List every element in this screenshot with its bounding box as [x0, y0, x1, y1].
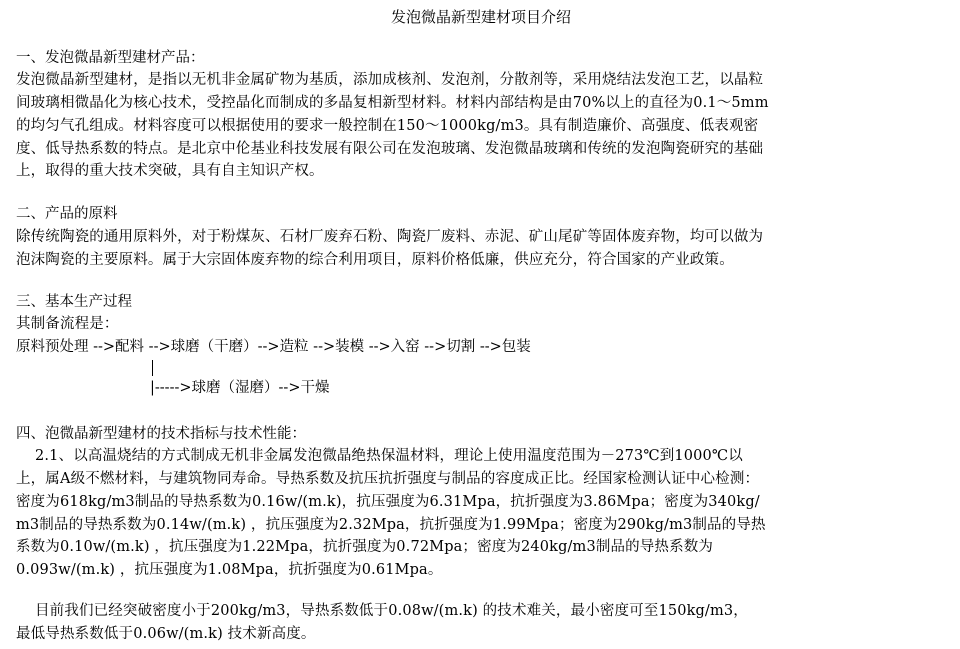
closing-line-2: 最低导热系数低于0.06w/(m.k) 技术新高度。: [16, 626, 316, 642]
section-1-line-5: 上，取得的重大技术突破，具有自主知识产权。: [16, 163, 324, 179]
section-2-line-2: 泡沫陶瓷的主要原料。属于大宗固体废弃物的综合利用项目，原料价格低廉，供应充分，符合国家的产业政策。: [16, 252, 734, 268]
process-flow-main: 原料预处理 -->配料 -->球磨（干磨）-->造粒 -->装模 -->入窑 -->切割 -->包装: [16, 339, 531, 355]
section-2-heading: 二、产品的原料: [16, 206, 118, 222]
section-3-subheading: 其制备流程是：: [16, 316, 119, 332]
section-1-heading: 一、发泡微晶新型建材产品：: [16, 50, 205, 66]
section-4-line-6: 0.093w/(m.k) ，抗压强度为1.08Mpa，抗折强度为0.61Mpa。: [16, 562, 443, 578]
section-4-line-5: 系数为0.10w/(m.k) ，抗压强度为1.22Mpa，抗折强度为0.72Mpa；密度为240kg/m3制品的导热系数为: [16, 539, 714, 555]
process-flow-branch: |----->球磨（湿磨）-->干燥: [150, 380, 330, 396]
section-4-line-1: 2.1、以高温烧结的方式制成无机非金属发泡微晶绝热保温材料，理论上使用温度范围为－273℃到1000℃以: [16, 448, 743, 464]
document-title: 发泡微晶新型建材项目介绍: [390, 8, 571, 26]
document: [16, 0, 946, 642]
process-flow-connector: [152, 360, 153, 376]
section-4-line-3: 密度为618kg/m3制品的导热系数为0.16w/(m.k)，抗压强度为6.31Mpa，抗折强度为3.86Mpa；密度为340kg/: [16, 494, 760, 510]
closing-line-1: 目前我们已经突破密度小于200kg/m3，导热系数低于0.08w/(m.k) 的技术难关，最小密度可至150kg/m3，: [16, 603, 748, 619]
section-1-line-1: 发泡微晶新型建材，是指以无机非金属矿物为基质，添加成核剂、发泡剂，分散剂等，采用烧结法发泡工艺，以晶粒: [16, 72, 764, 88]
section-4-heading: 四、泡微晶新型建材的技术指标与技术性能：: [16, 426, 306, 442]
section-2-line-1: 除传统陶瓷的通用原料外，对于粉煤灰、石材厂废弃石粉、陶瓷厂废料、赤泥、矿山尾矿等固体废弃物，均可以做为: [16, 229, 764, 245]
section-1-line-4: 度、低导热系数的特点。是北京中伦基业科技发展有限公司在发泡玻璃、发泡微晶玻璃和传统的发泡陶瓷研究的基础: [16, 141, 764, 157]
section-3-heading: 三、基本生产过程: [16, 294, 132, 310]
section-1-line-2: 间玻璃相微晶化为核心技术，受控晶化而制成的多晶复相新型材料。材料内部结构是由70%以上的直径为0.1～5mm: [16, 95, 769, 111]
section-1-line-3: 的均匀气孔组成。材料容度可以根据使用的要求一般控制在150～1000kg/m3。具有制造廉价、高强度、低表观密: [16, 118, 759, 134]
section-4-line-2: 上，属A级不燃材料，与建筑物同寿命。导热系数及抗压抗折强度与制品的容度成正比。经国家检测认证中心检测：: [16, 471, 760, 487]
section-4-line-4: m3制品的导热系数为0.14w/(m.k) ，抗压强度为2.32Mpa，抗折强度为1.99Mpa；密度为290kg/m3制品的导热: [16, 517, 766, 533]
